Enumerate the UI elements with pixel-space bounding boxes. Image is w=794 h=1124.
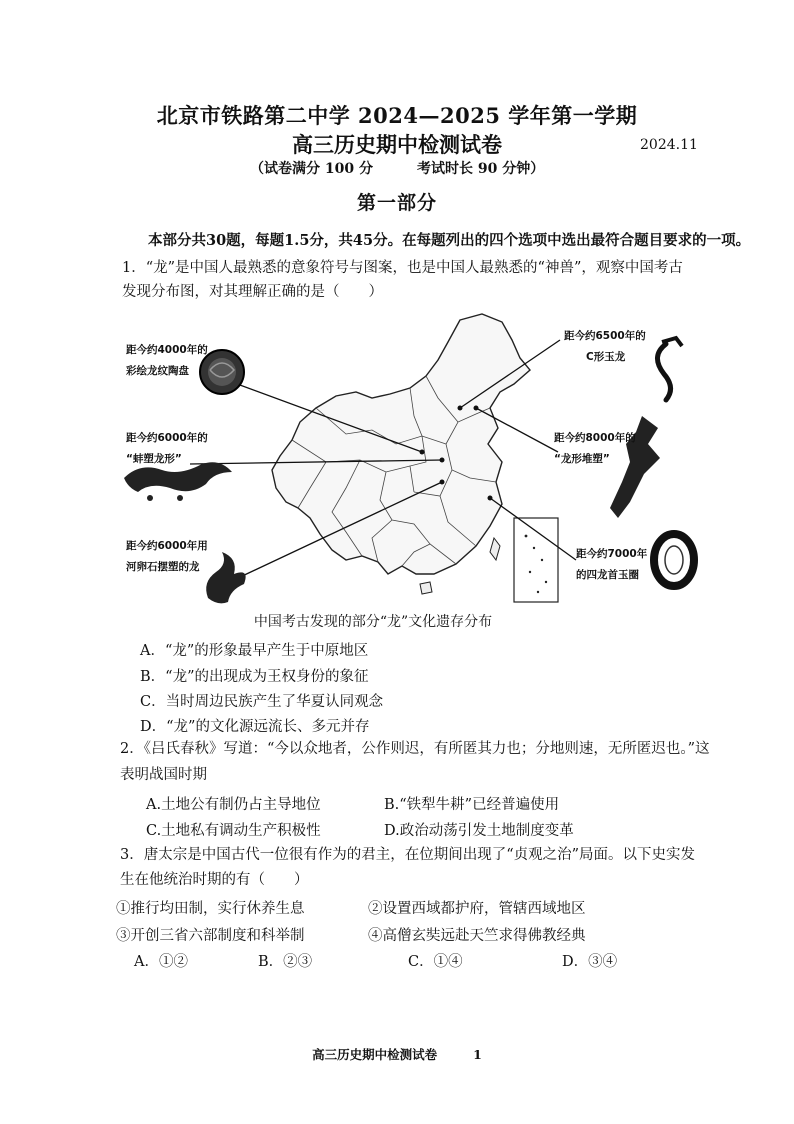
- q2-option-d: D.政治动荡引发土地制度变革: [384, 823, 574, 839]
- section-title: 第一部分: [356, 192, 437, 214]
- q2-stem-line2: 表明战国时期: [120, 767, 207, 783]
- q3-item-1: ①推行均田制，实行休养生息: [116, 901, 305, 917]
- q2-option-a: A.土地公有制仍占主导地位: [146, 797, 321, 813]
- callout-pebble-dragon-line2: 河卵石摆塑的龙: [126, 561, 200, 573]
- q3-option-b: B．②③: [258, 954, 313, 970]
- q3-item-3: ③开创三省六部制度和科举制: [116, 928, 305, 944]
- dragon-distribution-map: [110, 312, 700, 608]
- callout-pottery-plate: [126, 342, 208, 378]
- q3-option-c: C．①④: [408, 954, 463, 970]
- exam-title-line1: 北京市铁路第二中学 2024—2025 学年第一学期: [156, 103, 638, 128]
- page-footer: [0, 1045, 794, 1063]
- q1-stem-line1: 1．“龙”是中国人最熟悉的意象符号与图案，也是中国人最熟悉的“神兽”，观察中国考古: [122, 260, 683, 276]
- q3-option-a: A．①②: [134, 954, 188, 970]
- q3-stem-line1: 3．唐太宗是中国古代一位很有作为的君主，在位期间出现了“贞观之治”局面。以下史实发: [120, 847, 696, 863]
- full-score: （试卷满分 100 分: [250, 161, 373, 177]
- q3-item-2: ②设置西域都护府，管辖西域地区: [368, 901, 586, 917]
- callout-clamshell-dragon-line1: 距今约6000年的: [126, 432, 208, 444]
- instructions: 本部分共30题，每题1.5分，共45分。在每题列出的四个选项中选出最符合题目要求的一项。: [148, 232, 751, 249]
- callout-pottery-plate-line2: 彩绘龙纹陶盘: [126, 365, 189, 377]
- q2-stem-line1: 2．《吕氏春秋》写道：“今以众地者，公作则迟，有所匿其力也；分地则速，无所匿迟也。”这: [120, 741, 710, 757]
- callout-c-jade-dragon: [564, 328, 646, 364]
- callout-c-jade-dragon-line2: C形玉龙: [586, 351, 626, 363]
- c-shaped-jade-dragon-icon: [657, 338, 682, 400]
- callout-pebble-dragon: [126, 538, 208, 574]
- callout-c-jade-dragon-line1: 距今约6500年的: [564, 330, 646, 342]
- clamshell-dragon-icon: [124, 462, 232, 501]
- q2-option-c: C.土地私有调动生产积极性: [146, 823, 321, 839]
- callout-dragon-mound-line1: 距今约8000年的: [554, 432, 636, 444]
- callout-pebble-dragon-line1: 距今约6000年用: [126, 540, 208, 552]
- page-number: 1: [473, 1047, 482, 1062]
- q1-stem-line2: 发现分布图，对其理解正确的是（ ）: [122, 284, 383, 300]
- callout-dragon-mound: [554, 430, 636, 466]
- exam-date: 2024.11: [640, 137, 698, 153]
- q1-option-c: C．当时周边民族产生了华夏认同观念: [140, 694, 384, 710]
- q1-option-d: D．“龙”的文化源远流长、多元并存: [140, 719, 370, 735]
- four-dragon-head-jade-ring-icon: [654, 534, 694, 586]
- exam-duration: 考试时长 90 分钟）: [416, 161, 545, 177]
- map-caption: 中国考古发现的部分“龙”文化遗存分布: [253, 614, 493, 630]
- q3-stem-line2: 生在他统治时期的有（ ）: [120, 872, 309, 888]
- callout-pottery-plate-line1: 距今约4000年的: [126, 344, 208, 356]
- pebble-dragon-icon: [206, 552, 245, 603]
- callout-jade-ring-line2: 的四龙首玉圈: [576, 569, 639, 581]
- q1-option-a: A．“龙”的形象最早产生于中原地区: [140, 643, 369, 659]
- exam-info: [250, 158, 544, 178]
- q3-item-4: ④高僧玄奘远赴天竺求得佛教经典: [368, 928, 586, 944]
- exam-title-line2: 高三历史期中检测试卷: [292, 132, 502, 157]
- q2-option-b: B.“铁犁牛耕”已经普遍使用: [384, 797, 560, 813]
- callout-dragon-mound-line2: “龙形堆塑”: [554, 453, 610, 465]
- footer-label: 高三历史期中检测试卷: [312, 1047, 438, 1062]
- callout-clamshell-dragon-line2: “蚌塑龙形”: [126, 453, 182, 465]
- callout-jade-ring-line1: 距今约7000年: [576, 548, 648, 560]
- callout-jade-ring: [576, 546, 647, 582]
- q3-option-d: D．③④: [562, 954, 618, 970]
- q1-option-b: B．“龙”的出现成为王权身份的象征: [140, 669, 369, 685]
- callout-clamshell-dragon: [126, 430, 208, 466]
